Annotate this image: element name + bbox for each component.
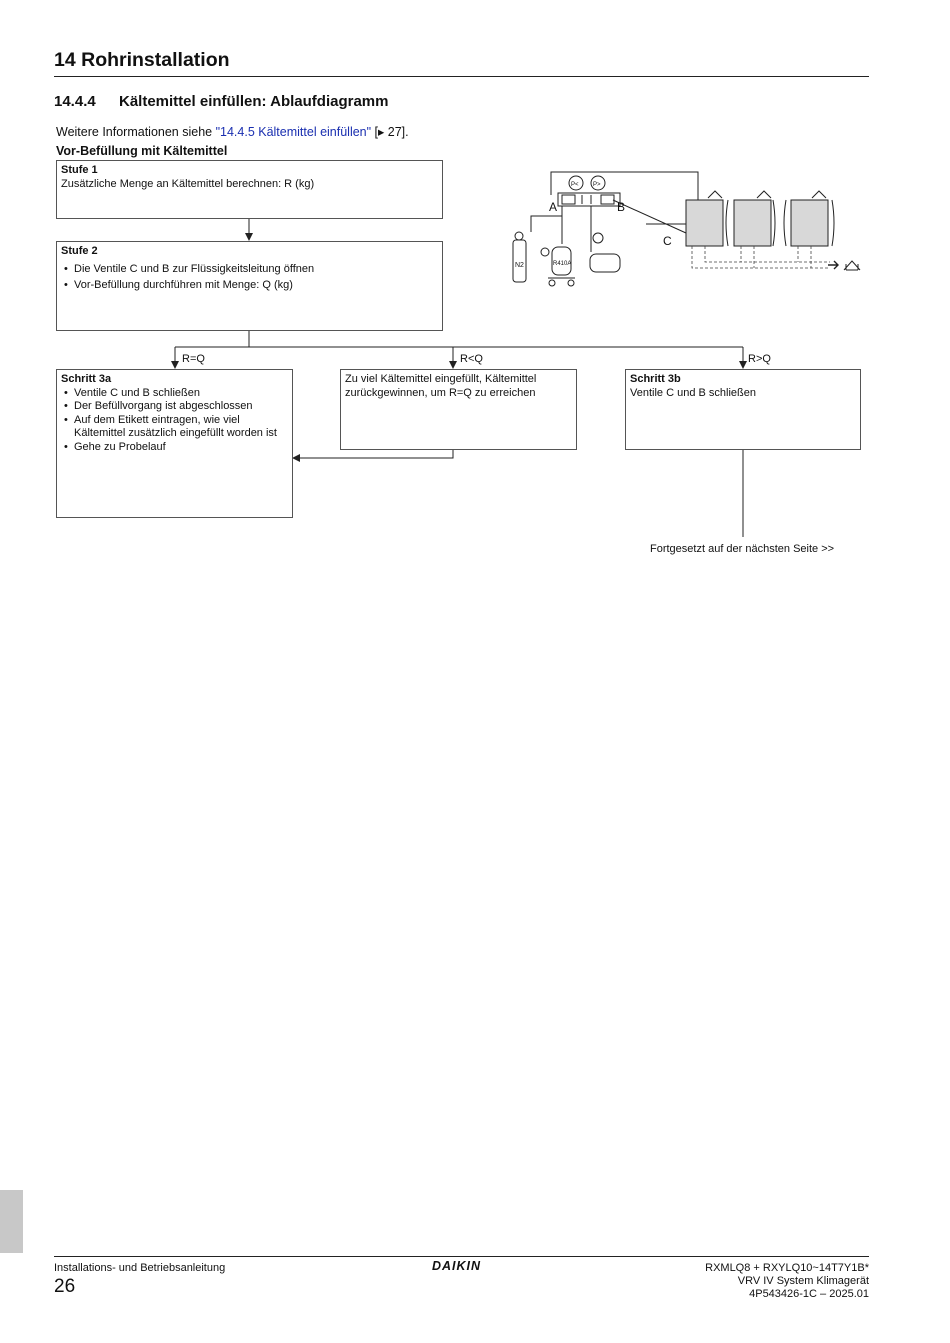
- page-reference: [▸ 27].: [371, 125, 409, 139]
- valve-c-label: C: [663, 234, 672, 248]
- chapter-title: 14 Rohrinstallation: [54, 49, 230, 71]
- house-icon: [844, 261, 860, 270]
- list-item: • Ventile C und B schließen: [61, 387, 288, 401]
- list-item: • Vor-Befüllung durchführen mit Menge: Q (kg): [61, 279, 438, 293]
- stufe1-title: Stufe 1: [61, 164, 98, 176]
- footer-system: VRV IV System Klimagerät: [737, 1275, 869, 1287]
- branch-label-lt: R<Q: [460, 353, 483, 365]
- footer-rule: [54, 1256, 869, 1257]
- schritt3b-title: Schritt 3b: [630, 373, 681, 385]
- outdoor-unit-1: [686, 200, 723, 246]
- stufe1-text: Zusätzliche Menge an Kältemittel berechnen: R (kg): [61, 177, 315, 190]
- list-item: • Die Ventile C und B zur Flüssigkeitsleitung öffnen: [61, 263, 438, 277]
- branch-label-eq: R=Q: [182, 353, 205, 365]
- schritt3a-title: Schritt 3a: [61, 373, 112, 385]
- branch-label-gt: R>Q: [748, 353, 771, 365]
- section-number: 14.4.4: [54, 93, 96, 110]
- schritt3b-text: Ventile C und B schließen: [630, 386, 756, 399]
- footer-doc-number: 4P543426-1C – 2025.01: [749, 1288, 869, 1300]
- n2-label: N2: [515, 262, 524, 269]
- footer-doc-title: Installations- und Betriebsanleitung: [54, 1262, 226, 1274]
- page-number: 26: [54, 1276, 76, 1297]
- outdoor-unit-2: [734, 200, 771, 246]
- list-item: • Der Befüllvorgang ist abgeschlossen: [61, 400, 288, 414]
- n2-cylinder-icon: [513, 240, 526, 282]
- section-title: Kältemittel einfüllen: Ablaufdiagramm: [119, 93, 389, 110]
- house-icon: [708, 191, 826, 198]
- vacuum-pump-icon: [590, 254, 620, 272]
- r410a-label: R410A: [553, 261, 572, 267]
- gauge-high-label: P>: [593, 182, 601, 188]
- continued-note: Fortgesetzt auf der nächsten Seite >>: [650, 543, 835, 555]
- cross-reference-link[interactable]: "14.4.5 Kältemittel einfüllen": [215, 125, 372, 139]
- gauge-low-label: P<: [571, 182, 579, 188]
- valve-b-label: B: [617, 200, 626, 214]
- stufe2-title: Stufe 2: [61, 245, 98, 257]
- list-item: • Gehe zu Probelauf: [61, 441, 288, 455]
- middle-text: Zu viel Kältemittel eingefüllt, Kältemittel zurückgewinnen, um R=Q zu erreichen: [345, 373, 537, 399]
- list-item: • Auf dem Etikett eintragen, wie viel Kältemittel zusätzlich eingefüllt worden ist: [61, 414, 288, 441]
- intro-prefix: Weitere Informationen siehe: [56, 125, 216, 139]
- footer-model: RXMLQ8 + RXYLQ10~14T7Y1B*: [705, 1262, 869, 1274]
- outdoor-unit-3: [791, 200, 828, 246]
- valve-a-label: A: [549, 200, 558, 214]
- daikin-logo: DAIKIN: [432, 1259, 482, 1273]
- side-tab: [0, 1190, 23, 1253]
- subheading: Vor-Befüllung mit Kältemittel: [56, 144, 228, 158]
